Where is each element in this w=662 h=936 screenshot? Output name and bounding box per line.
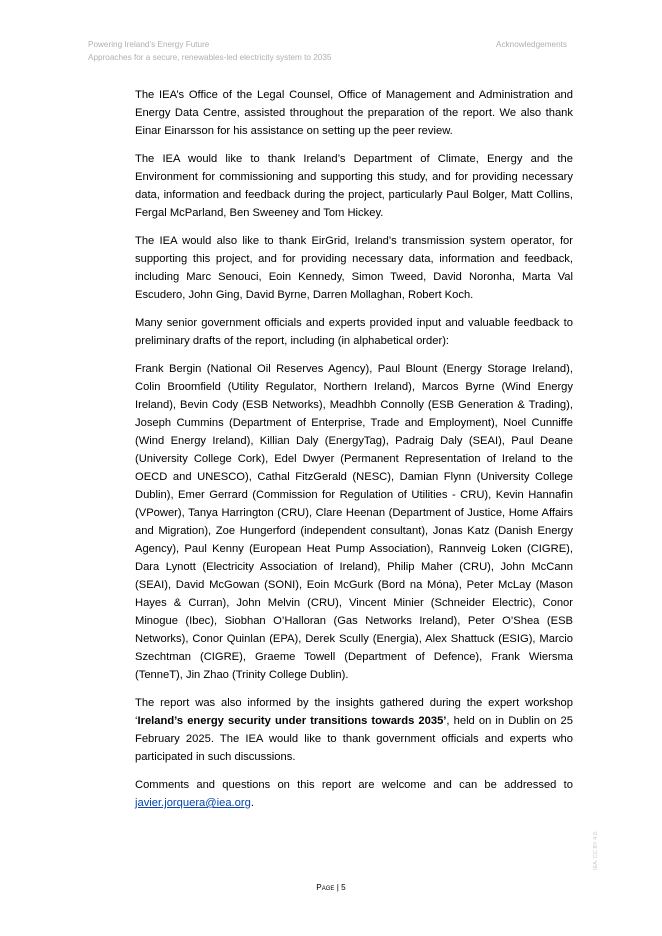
email-link[interactable]: javier.jorquera@iea.org <box>135 797 251 809</box>
paragraph: The IEA would like to thank Ireland’s Department of Climate, Energy and the Environment for commissioning and supporting this study, and for providing necessary data, information and feedback during the project, particularly Paul Bolger, Matt Collins, Fergal McParland, Ben Sweeney and Tom Hickey. <box>135 153 573 219</box>
paragraph: The IEA would also like to thank EirGrid, Ireland’s transmission system operator, for supporting this project, and for providing necessary data, information and feedback, including Marc Senouci, Eoin Kennedy, Simon Tweed, David Noronha, Marta Val Escudero, John Ging, David Byrne, Darren Mollaghan, Robert Koch. <box>135 235 573 301</box>
page-word: Page <box>316 883 335 892</box>
contact-text: Comments and questions on this report are welcome and can be addressed to <box>135 779 573 791</box>
page-footer <box>0 883 662 892</box>
paragraph: Many senior government officials and experts provided input and valuable feedback to preliminary drafts of the report, including (in alphabetical order): <box>135 317 573 347</box>
contact-end: . <box>250 797 254 809</box>
page-number: 5 <box>341 883 346 892</box>
running-header <box>88 38 331 64</box>
workshop-text-after: , held on in Dublin on 25 February 2025. The IEA would like to thank government officials and experts who participated in such discussions. <box>135 715 574 763</box>
contact-paragraph <box>135 776 573 812</box>
workshop-text-before: The report was also informed by the insights gathered during the expert workshop ‘ <box>135 697 573 727</box>
report-subtitle: Approaches for a secure, renewables-led electricity system to 2035 <box>88 53 332 62</box>
section-label: Acknowledgements <box>496 40 567 49</box>
license-label: IEA. CC BY 4.0. <box>593 830 599 870</box>
workshop-title: Ireland’s energy security under transitions towards 2035’ <box>137 715 447 727</box>
paragraph: The IEA’s Office of the Legal Counsel, Office of Management and Administration and Energy Data Centre, assisted throughout the preparation of the report. We also thank Einar Einarsson for his assistance on setting up the peer review. <box>135 89 573 137</box>
page-separator: | <box>334 883 342 892</box>
workshop-paragraph <box>135 694 573 766</box>
reviewer-list: Frank Bergin (National Oil Reserves Agency), Paul Blount (Energy Storage Ireland), Colin Broomfield (Utility Regulator, Northern Ireland), Marcos Byrne (Wind Energy Ireland), Bevin Cody (ESB Networks), Meadhbh Connolly (ESB Generation & Trading), Joseph Cummins (Department of Enterprise, Trade and Employment), Noel Cunniffe (Wind Energy Ireland), Killian Daly (EnergyTag), Padraig Daly (SEAI), Paul Deane (University College Cork), Edel Dwyer (Permanent Representation of Ireland to the OECD and UNESCO), Cathal FitzGerald (NESC), Damian Flynn (University College Dublin), Emer Gerrard (Commission for Regulation of Utilities - CRU), Kevin Hannafin (VPower), Tanya Harrington (CRU), Clare Heenan (Department of Justice, Home Affairs and Migration), Zoe Hungerford (independent consultant), Jonas Katz (Danish Energy Agency), Paul Kenny (European Heat Pump Association), Rannveig Loken (CIGRE), Dara Lynott (Electricity Association of Ireland), Philip Maher (CRU), John McCann (SEAI), David McGowan (SONI), Eoin McGurk (Bord na Móna), Peter McLay (Mason Hayes & Curran), John Melvin (CRU), Vincent Minier (Schneider Electric), Conor Minogue (Ibec), Siobhan O’Halloran (Gas Networks Ireland), Peter O’Shea (ESB Networks), Conor Quinlan (EPA), Derek Scully (Energia), Alex Shattuck (ESIG), Marcio Szechtman (CIGRE), Graeme Towell (Department of Defence), Frank Wiersma (TenneT), Jin Zhao (Trinity College Dublin). <box>135 363 573 681</box>
body-text <box>135 86 573 822</box>
report-title: Powering Ireland’s Energy Future <box>88 40 210 49</box>
